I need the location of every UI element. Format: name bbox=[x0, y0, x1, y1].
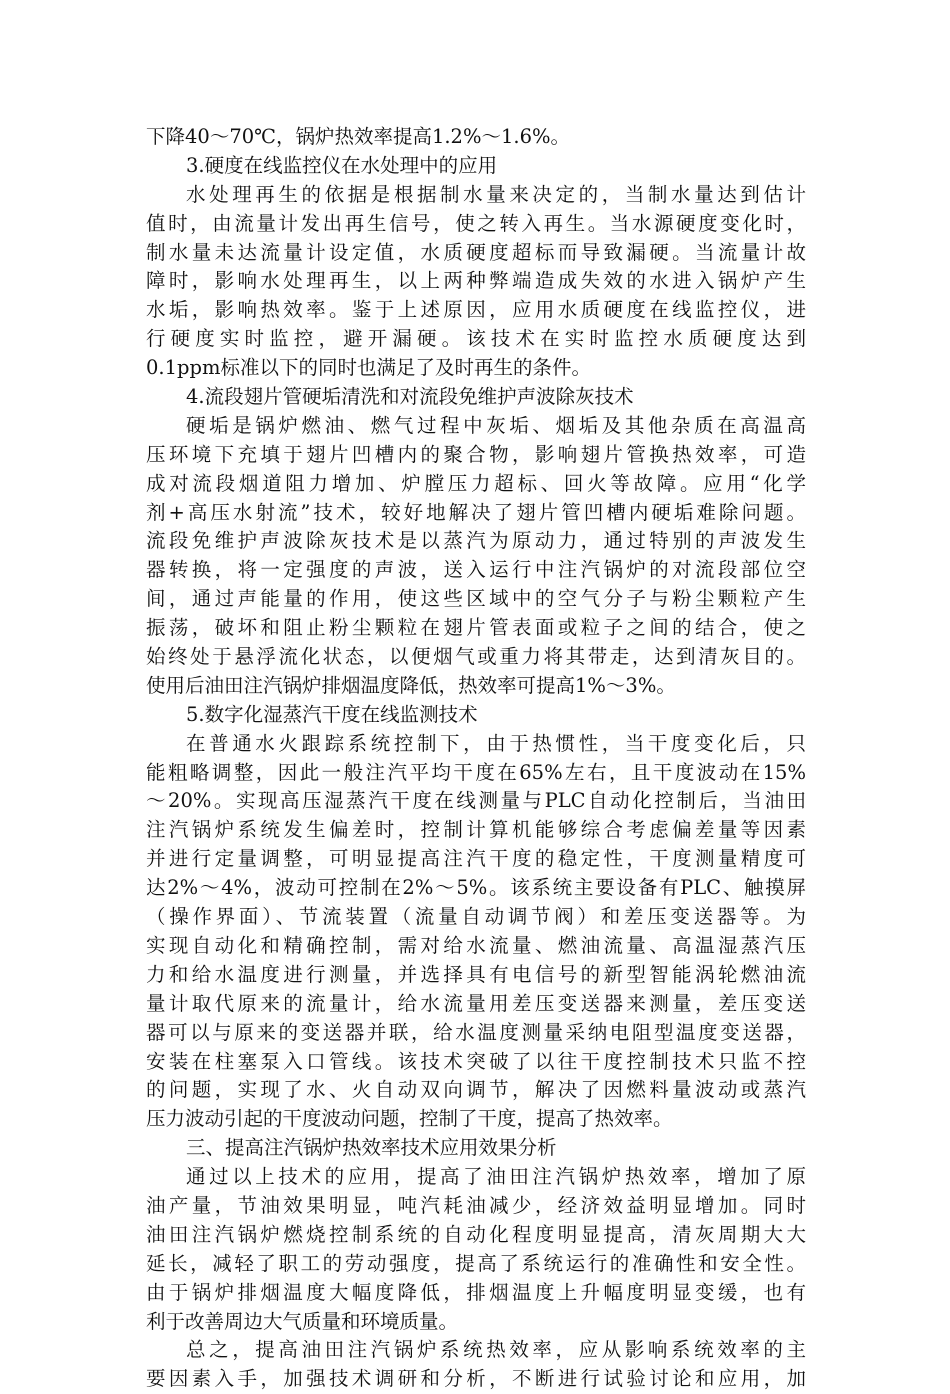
text-line: （操作界面）、节流装置（流量自动调节阀）和差压变送器等。为 bbox=[146, 905, 806, 929]
text-line: 障时，影响水处理再生，以上两种弊端造成失效的水进入锅炉产生 bbox=[146, 269, 806, 293]
text-line: 水处理再生的依据是根据制水量来决定的，当制水量达到估计 bbox=[186, 182, 806, 206]
text-line: 3.硬度在线监控仪在水处理中的应用 bbox=[186, 153, 498, 177]
text-line: 器转换，将一定强度的声波，送入运行中注汽锅炉的对流段部位空 bbox=[146, 558, 806, 582]
text-line: 量计取代原来的流量计，给水流量用差压变送器来测量，差压变送 bbox=[146, 991, 806, 1015]
text-line: 行硬度实时监控，避开漏硬。该技术在实时监控水质硬度达到 bbox=[146, 327, 806, 351]
text-line: 水垢，影响热效率。鉴于上述原因，应用水质硬度在线监控仪，进 bbox=[146, 298, 806, 322]
text-line: 使用后油田注汽锅炉排烟温度降低，热效率可提高1%～3%。 bbox=[146, 673, 676, 697]
text-line: 剂+高压水射流”技术，较好地解决了翅片管凹槽内硬垢难除问题。 bbox=[146, 500, 806, 524]
text-line: 要因素入手，加强技术调研和分析，不断进行试验讨论和应用，加 bbox=[146, 1367, 806, 1391]
text-line: 0.1ppm标准以下的同时也满足了及时再生的条件。 bbox=[146, 356, 591, 380]
text-line: 的问题，实现了水、火自动双向调节，解决了因燃料量波动或蒸汽 bbox=[146, 1078, 806, 1102]
text-line: 实现自动化和精确控制，需对给水流量、燃油流量、高温湿蒸汽压 bbox=[146, 933, 806, 957]
text-line: 流段免维护声波除灰技术是以蒸汽为原动力，通过特别的声波发生 bbox=[146, 529, 806, 553]
text-line: 能粗略调整，因此一般注汽平均干度在65%左右，且干度波动在15% bbox=[146, 760, 806, 784]
text-line: 5.数字化湿蒸汽干度在线监测技术 bbox=[186, 702, 478, 726]
text-line: 制水量未达流量计设定值，水质硬度超标而导致漏硬。当流量计故 bbox=[146, 240, 806, 264]
text-line: 由于锅炉排烟温度大幅度降低，排烟温度上升幅度明显变缓，也有 bbox=[146, 1280, 806, 1304]
text-line: 振荡，破坏和阻止粉尘颗粒在翅片管表面或粒子之间的结合，使之 bbox=[146, 616, 806, 640]
text-line: 硬垢是锅炉燃油、燃气过程中灰垢、烟垢及其他杂质在高温高 bbox=[186, 413, 806, 437]
text-line: 力和给水温度进行测量，并选择具有电信号的新型智能涡轮燃油流 bbox=[146, 962, 806, 986]
text-line: 始终处于悬浮流化状态，以便烟气或重力将其带走，达到清灰目的。 bbox=[146, 645, 806, 669]
document-body bbox=[146, 123, 806, 1394]
text-line: 三、提高注汽锅炉热效率技术应用效果分析 bbox=[186, 1136, 557, 1160]
text-line: 达2%～4%，波动可控制在2%～5%。该系统主要设备有PLC、触摸屏 bbox=[146, 876, 806, 900]
text-line: 在普通水火跟踪系统控制下，由于热惯性，当干度变化后，只 bbox=[186, 731, 806, 755]
text-line: ～20%。实现高压湿蒸汽干度在线测量与PLC自动化控制后，当油田 bbox=[146, 789, 806, 813]
text-line: 延长，减轻了职工的劳动强度，提高了系统运行的准确性和安全性。 bbox=[146, 1251, 806, 1275]
text-line: 压环境下充填于翅片凹槽内的聚合物，影响翅片管换热效率，可造 bbox=[146, 442, 806, 466]
text-line: 器可以与原来的变送器并联，给水温度测量采纳电阻型温度变送器， bbox=[146, 1020, 806, 1044]
text-line: 利于改善周边大气质量和环境质量。 bbox=[146, 1309, 459, 1333]
text-line: 成对流段烟道阻力增加、炉膛压力超标、回火等故障。应用“化学 bbox=[146, 471, 806, 495]
text-line: 4.流段翅片管硬垢清洗和对流段免维护声波除灰技术 bbox=[186, 385, 634, 409]
text-line: 压力波动引起的干度波动问题，控制了干度，提高了热效率。 bbox=[146, 1107, 673, 1131]
text-line: 通过以上技术的应用，提高了油田注汽锅炉热效率，增加了原 bbox=[186, 1165, 806, 1189]
text-line: 下降40～70℃，锅炉热效率提高1.2%～1.6%。 bbox=[146, 125, 571, 148]
text-line: 总之，提高油田注汽锅炉系统热效率，应从影响系统效率的主 bbox=[186, 1338, 806, 1362]
text-line: 油田注汽锅炉燃烧控制系统的自动化程度明显提高，清灰周期大大 bbox=[146, 1222, 806, 1246]
text-line: 安装在柱塞泵入口管线。该技术突破了以往干度控制技术只监不控 bbox=[146, 1049, 806, 1073]
text-line: 并进行定量调整，可明显提高注汽干度的稳定性，干度测量精度可 bbox=[146, 847, 806, 871]
text-line: 油产量，节油效果明显，吨汽耗油减少，经济效益明显增加。同时 bbox=[146, 1193, 806, 1217]
text-line: 值时，由流量计发出再生信号，使之转入再生。当水源硬度变化时， bbox=[146, 211, 806, 235]
text-line: 注汽锅炉系统发生偏差时，控制计算机能够综合考虑偏差量等因素 bbox=[146, 818, 806, 842]
text-line: 间，通过声能量的作用，使这些区域中的空气分子与粉尘颗粒产生 bbox=[146, 587, 806, 611]
